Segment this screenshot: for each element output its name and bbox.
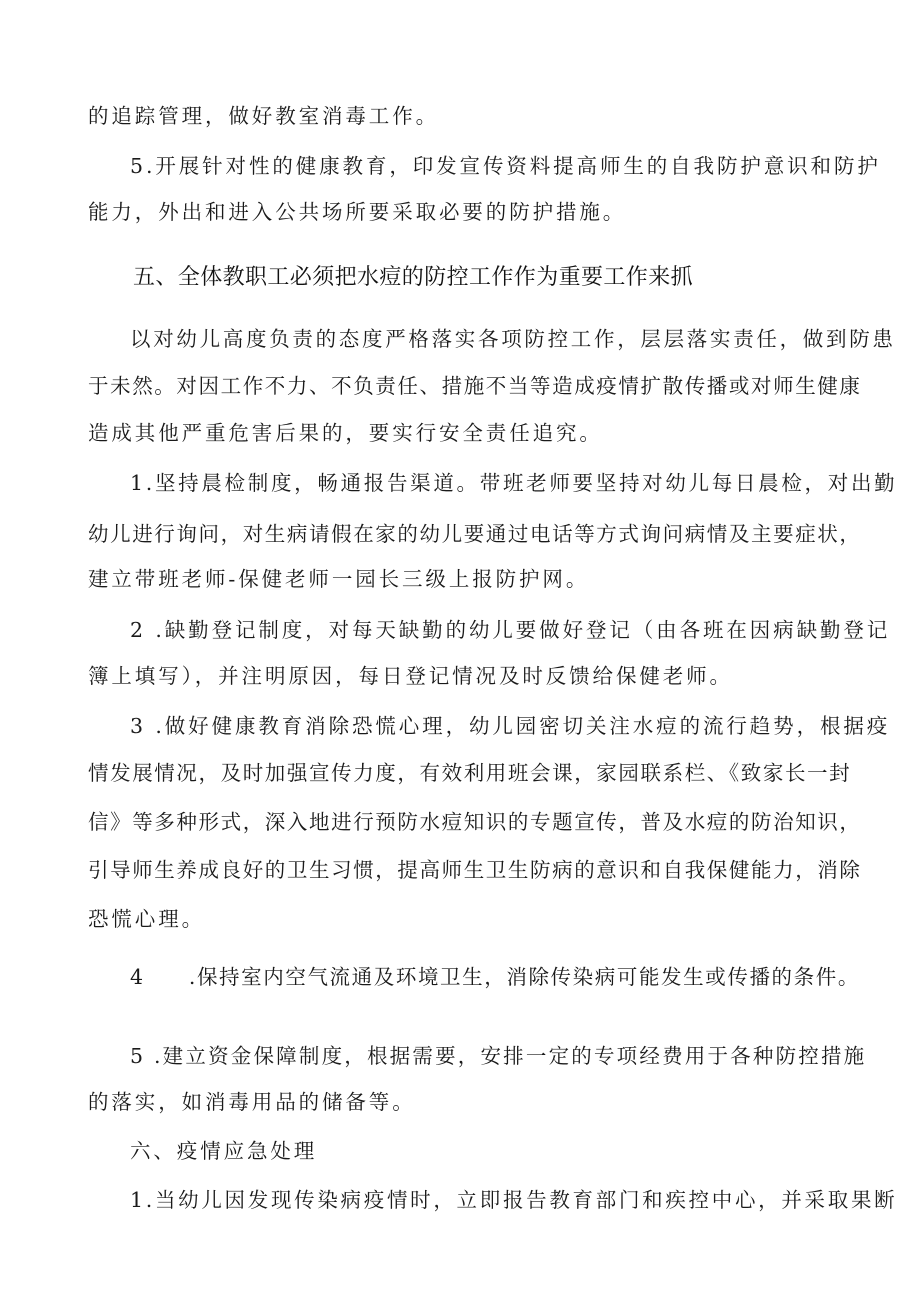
paragraph-line: 的落实，如消毒用品的储备等。 xyxy=(88,1090,416,1114)
paragraph-line: 5.开展针对性的健康教育，印发宣传资料提高师生的自我防护意识和防护 xyxy=(130,154,881,178)
paragraph-line: 造成其他严重危害后果的，要实行安全责任追究。 xyxy=(88,421,603,445)
paragraph-line: 于未然。对因工作不力、不负责任、措施不当等造成疫情扩散传播或对师生健康 xyxy=(88,374,862,398)
section-heading: 六、疫情应急处理 xyxy=(130,1139,318,1163)
paragraph-line: 恐慌心理。 xyxy=(88,907,205,931)
paragraph-line: 1.坚持晨检制度，畅通报告渠道。带班老师要坚持对幼儿每日晨检，对出勤 xyxy=(130,471,898,495)
paragraph-line: 信》等多种形式，深入地进行预防水痘知识的专题宣传，普及水痘的防治知识， xyxy=(88,810,862,834)
paragraph-line: 3 .做好健康教育消除恐慌心理，幼儿园密切关注水痘的流行趋势，根据疫 xyxy=(130,714,891,738)
paragraph-line: 建立带班老师-保健老师一园长三级上报防护网。 xyxy=(88,567,590,591)
paragraph-line: 引导师生养成良好的卫生习惯，提高师生卫生防病的意识和自我保健能力，消除 xyxy=(88,858,862,882)
paragraph-line: 的追踪管理，做好教室消毒工作。 xyxy=(88,104,439,128)
paragraph-line: 2 .缺勤登记制度，对每天缺勤的幼儿要做好登记（由各班在因病缺勤登记 xyxy=(130,618,891,642)
paragraph-line: 情发展情况，及时加强宣传力度，有效利用班会课，家园联系栏、《致家长一封 xyxy=(88,761,852,785)
paragraph-line: 1.当幼儿因发现传染病疫情时，立即报告教育部门和疾控中心，并采取果断 xyxy=(130,1188,898,1212)
paragraph-line: 4 .保持室内空气流通及环境卫生，消除传染病可能发生或传播的条件。 xyxy=(130,965,860,989)
section-heading: 五、全体教职工必须把水痘的防控工作作为重要工作来抓 xyxy=(133,265,694,290)
paragraph-line: 能力，外出和进入公共场所要采取必要的防护措施。 xyxy=(88,200,627,224)
paragraph-line: 幼儿进行询问，对生病请假在家的幼儿要通过电话等方式询问病情及主要症状， xyxy=(88,522,862,546)
paragraph-line: 5 .建立资金保障制度，根据需要，安排一定的专项经费用于各种防控措施 xyxy=(130,1044,867,1068)
paragraph-line: 以对幼儿高度负责的态度严格落实各项防控工作，层层落实责任，做到防患 xyxy=(130,327,896,351)
paragraph-line: 簿上填写），并注明原因，每日登记情况及时反馈给保健老师。 xyxy=(88,664,733,688)
